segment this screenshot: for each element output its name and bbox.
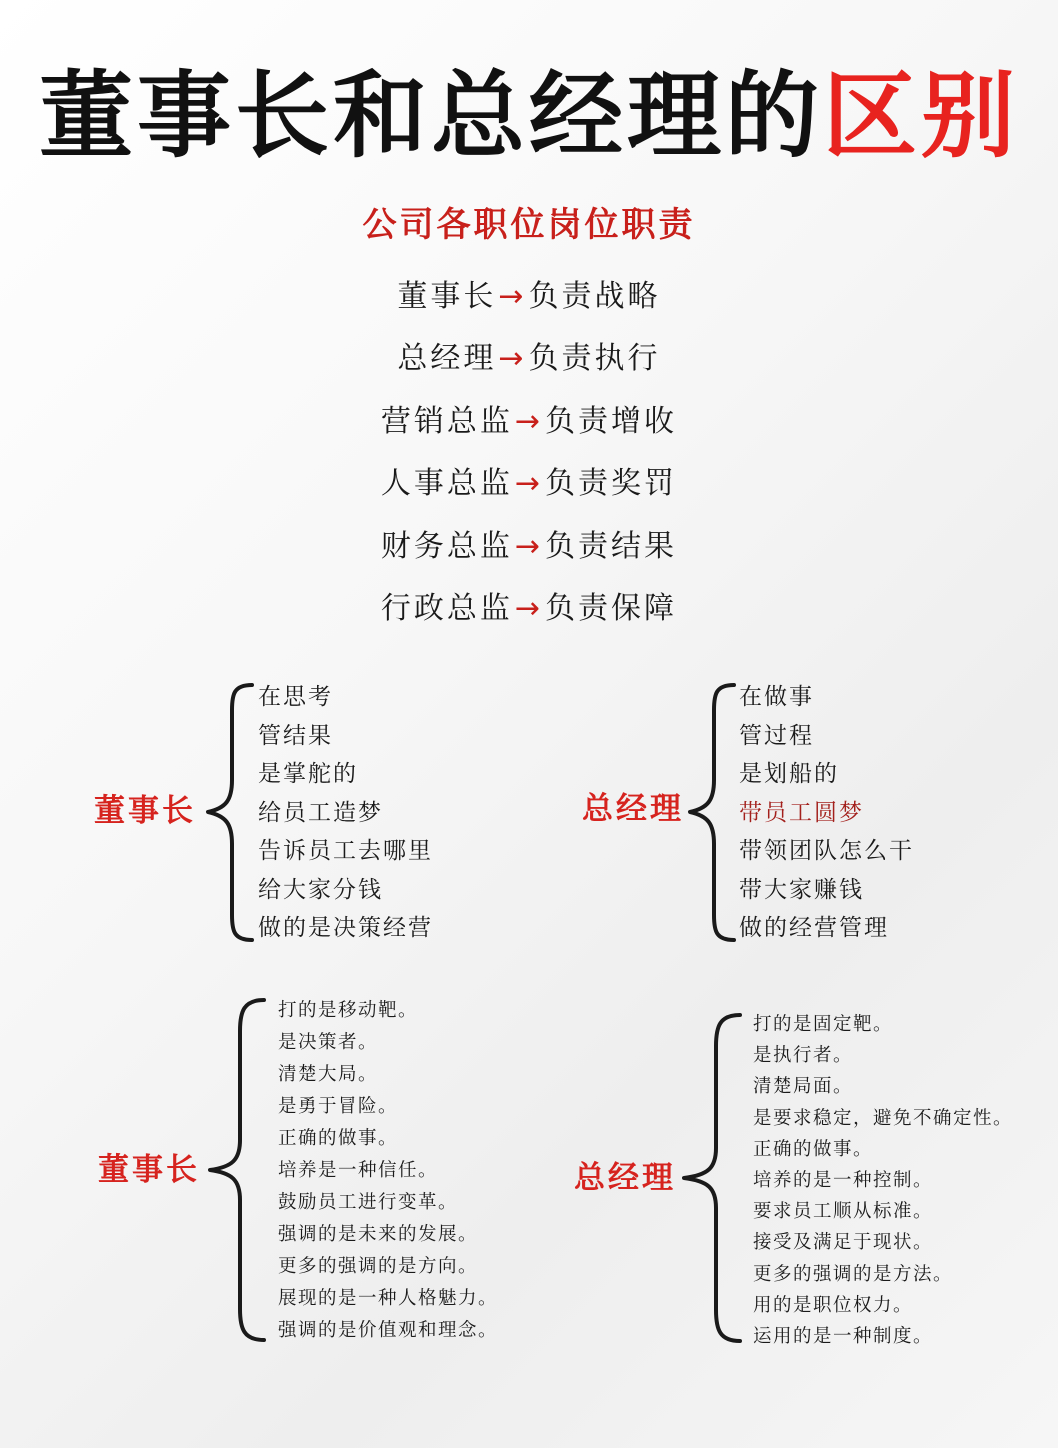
list-item: 要求员工顺从标准。 [753, 1201, 934, 1223]
list-item: 是掌舵的 [258, 761, 358, 787]
duty-text: 负责战略 [528, 279, 661, 314]
duty-text: 负责保障 [545, 590, 678, 626]
list-item: 是决策者。 [278, 1032, 379, 1053]
chairman-compare-list [278, 998, 498, 1350]
list-item: 清楚大局。 [278, 1064, 379, 1085]
duty-role: 行政总监 [380, 590, 513, 626]
duty-row [0, 520, 1058, 582]
list-item: 是执行者。 [753, 1045, 854, 1067]
section-subtitle: 公司各职位岗位职责 [362, 205, 696, 245]
list-item: 更多的强调的是方法。 [753, 1263, 954, 1285]
list-item: 做的是决策经营 [258, 915, 433, 941]
list-item: 给大家分钱 [258, 876, 383, 903]
list-item: 给员工造梦 [258, 799, 383, 826]
list-item: 做的经营管理 [739, 915, 889, 941]
arrow-icon: → [514, 528, 544, 564]
duty-text: 负责执行 [528, 341, 661, 377]
list-item: 在思考 [258, 684, 333, 710]
duty-row [0, 270, 1058, 332]
duty-text: 负责增收 [545, 403, 678, 439]
list-item: 是要求稳定，避免不确定性。 [753, 1107, 1014, 1129]
duty-role: 人事总监 [380, 466, 513, 502]
arrow-icon: → [514, 590, 544, 626]
arrow-icon: → [498, 341, 527, 377]
title-main: 董事长和总经理的 [38, 62, 823, 171]
list-item: 带领团队怎么干 [739, 838, 914, 864]
list-item: 是划船的 [739, 761, 839, 787]
duty-row [0, 582, 1058, 644]
list-item: 管结果 [258, 722, 333, 749]
title-highlight: 区别 [823, 62, 1020, 171]
arrow-icon: → [514, 466, 544, 502]
list-item: 管过程 [739, 722, 814, 749]
gm-traits-list [739, 682, 914, 952]
list-item: 接受及满足于现状。 [753, 1232, 934, 1254]
list-item: 鼓励员工进行变革。 [278, 1192, 459, 1213]
arrow-icon: → [498, 279, 527, 314]
list-item: 强调的是价值观和理念。 [278, 1320, 499, 1341]
duty-row [0, 457, 1058, 519]
page-title [0, 62, 1058, 172]
duty-text: 负责奖罚 [545, 466, 678, 502]
duties-list [0, 270, 1058, 644]
list-item: 培养是一种信任。 [278, 1160, 439, 1181]
list-item: 正确的做事。 [753, 1138, 874, 1160]
list-item: 用的是职位权力。 [753, 1294, 914, 1316]
list-item: 正确的做事。 [278, 1128, 399, 1149]
chairman-label-1: 董事长 [94, 793, 196, 829]
list-item: 培养的是一种控制。 [753, 1169, 934, 1191]
list-item: 打的是固定靶。 [753, 1014, 894, 1035]
brace-icon [202, 995, 272, 1345]
list-item: 清楚局面。 [753, 1076, 854, 1098]
list-item: 是勇于冒险。 [278, 1096, 399, 1117]
duty-role: 董事长 [397, 279, 497, 314]
duty-role: 总经理 [397, 341, 497, 377]
chairman-label-2: 董事长 [98, 1152, 200, 1188]
list-item: 带大家赚钱 [739, 876, 864, 903]
duty-row [0, 332, 1058, 394]
gm-compare-list [753, 1012, 1013, 1355]
list-item: 告诉员工去哪里 [258, 838, 433, 864]
arrow-icon: → [514, 403, 544, 439]
list-item: 带员工圆梦 [739, 799, 864, 826]
duty-text: 负责结果 [545, 528, 678, 564]
brace-icon [682, 680, 742, 945]
duty-role: 营销总监 [380, 403, 513, 439]
brace-icon [200, 680, 260, 945]
list-item: 在做事 [739, 684, 814, 710]
list-item: 打的是移动靶。 [278, 1000, 419, 1021]
gm-label-1: 总经理 [582, 791, 684, 827]
list-item: 展现的是一种人格魅力。 [278, 1288, 499, 1309]
brace-icon [676, 1010, 748, 1346]
duty-role: 财务总监 [380, 528, 513, 564]
gm-label-2: 总经理 [574, 1160, 676, 1196]
list-item: 强调的是未来的发展。 [278, 1224, 479, 1245]
duty-row [0, 395, 1058, 457]
chairman-traits-list [258, 682, 433, 952]
list-item: 更多的强调的是方向。 [278, 1256, 479, 1277]
list-item: 运用的是一种制度。 [753, 1325, 934, 1347]
